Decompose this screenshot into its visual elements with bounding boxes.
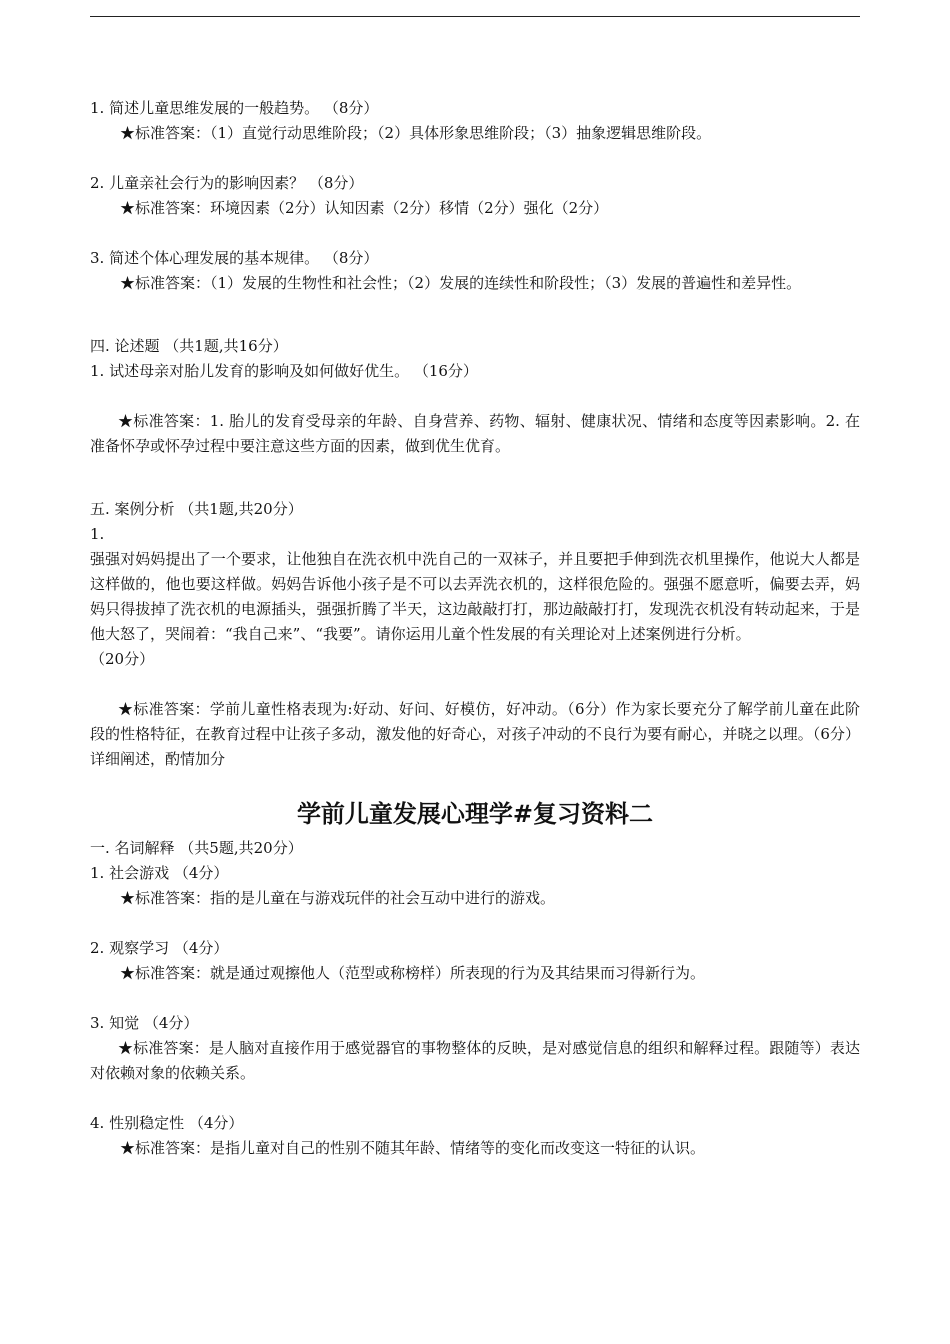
case-text: 强强对妈妈提出了一个要求，让他独自在洗衣机中洗自己的一双袜子，并且要把手伸到洗衣机里操作，他说大人都是这样做的，他也要这样做。妈妈告诉他小孩子是不可以去弄洗衣机的，这样很危险的。强强不愿意听，偏要去弄，妈妈只得拔掉了洗衣机的电源插头，强强折腾了半天，这边敲敲打打，那边敲敲打打，发现洗衣机没有转动起来，于是他大怒了，哭闹着：“我自己来”、“我要”。请你运用儿童个性发展的有关理论对上述案例进行分析。 (90, 550, 860, 643)
section-4-heading: 四. 论述题 （共1题,共16分） (90, 337, 288, 355)
case-score: （20分） (90, 650, 155, 668)
term-question-4: 4. 性别稳定性 （4分） (90, 1114, 244, 1132)
question-3: 3. 简述个体心理发展的基本规律。 （8分） (90, 249, 379, 267)
section-5-number: 1. (90, 525, 105, 543)
term-answer-1: ★标准答案：指的是儿童在与游戏玩伴的社会互动中进行的游戏。 (120, 889, 556, 907)
section-4-question: 1. 试述母亲对胎儿发育的影响及如何做好优生。 （16分） (90, 362, 478, 380)
answer-2: ★标准答案：环境因素（2分）认知因素（2分）移情（2分）强化（2分） (120, 199, 609, 217)
section-4-answer: ★标准答案：1. 胎儿的发育受母亲的年龄、自身营养、药物、辐射、健康状况、情绪和态度等因素影响。2. 在准备怀孕或怀孕过程中要注意这些方面的因素，做到优生优育。 (90, 412, 860, 455)
document-title: 学前儿童发展心理学#复习资料二 (296, 800, 654, 828)
term-question-2: 2. 观察学习 （4分） (90, 939, 229, 957)
term-answer-2: ★标准答案：就是通过观擦他人（范型或称榜样）所表现的行为及其结果而习得新行为。 (120, 964, 706, 982)
answer-1: ★标准答案：（1）直觉行动思维阶段；（2）具体形象思维阶段；（3）抽象逻辑思维阶段。 (120, 124, 712, 142)
document-body (90, 96, 860, 1161)
question-1: 1. 简述儿童思维发展的一般趋势。 （8分） (90, 99, 379, 117)
section-5-heading: 五. 案例分析 （共1题,共20分） (90, 500, 303, 518)
answer-3: ★标准答案：（1）发展的生物性和社会性；（2）发展的连续性和阶段性；（3）发展的普遍性和差异性。 (120, 274, 802, 292)
part-2-heading: 一. 名词解释 （共5题,共20分） (90, 839, 303, 857)
term-answer-3: ★标准答案：是人脑对直接作用于感觉器官的事物整体的反映，是对感觉信息的组织和解释过程。跟随等）表达对依赖对象的依赖关系。 (90, 1039, 860, 1082)
question-2: 2. 儿童亲社会行为的影响因素？ （8分） (90, 174, 364, 192)
term-question-1: 1. 社会游戏 （4分） (90, 864, 229, 882)
section-5-answer: ★标准答案：学前儿童性格表现为:好动、好问、好模仿，好冲动。（6分）作为家长要充分了解学前儿童在此阶段的性格特征，在教育过程中让孩子多动，激发他的好奇心，对孩子冲动的不良行为要有耐心，并晓之以理。（6分）详细阐述，酌情加分 (90, 700, 860, 768)
term-answer-4: ★标准答案：是指儿童对自己的性别不随其年龄、情绪等的变化而改变这一特征的认识。 (120, 1139, 706, 1157)
term-question-3: 3. 知觉 （4分） (90, 1014, 199, 1032)
header-rule (90, 16, 860, 17)
